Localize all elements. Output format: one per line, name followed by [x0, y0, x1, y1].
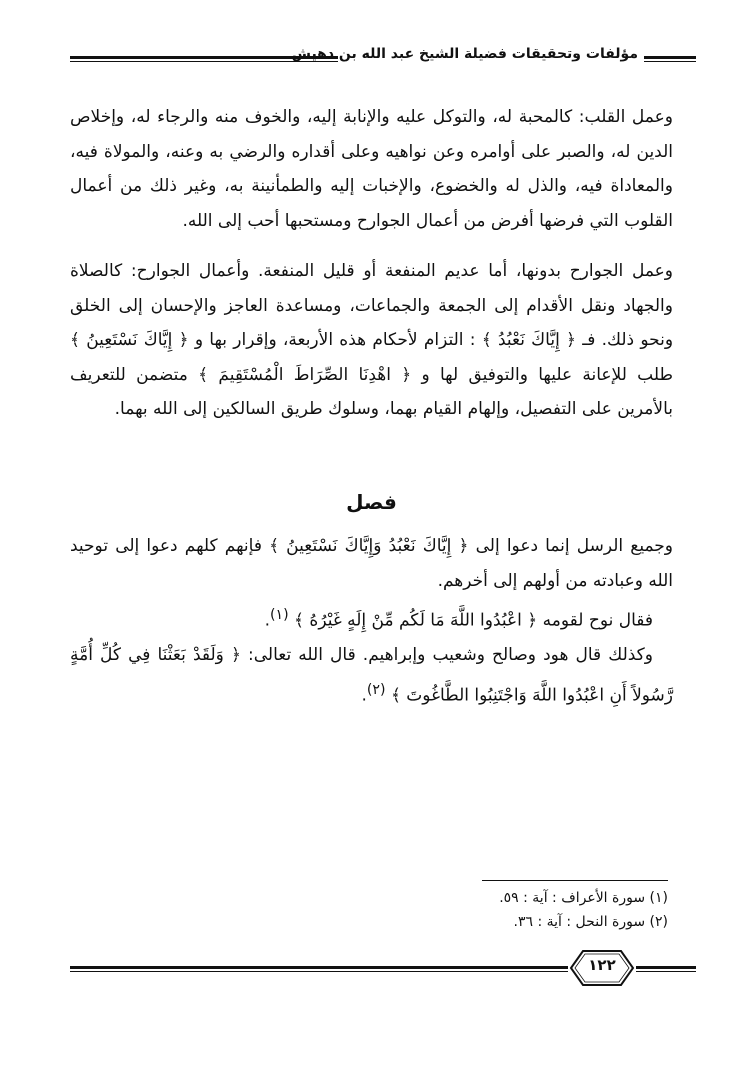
paragraph-heart-deeds: وعمل القلب: كالمحبة له، والتوكل عليه والإنابة إليه، والخوف منه والرجاء له، وإخلاص الدين له، والصبر على أوامره وعن نواهيه وعلى أقداره والرضي به وعنه، والمولاة فيه، والمعاداة فيه، والذل له والخضوع، والإخبات إليه والطمأنينة به، وغير ذلك من أعمال القلوب التي فرضها أفرض من أعمال الجوارح ومستحبها أحب إلى الله. [70, 107, 673, 231]
text-segment: وعمل الجوارح بدونها، أما عديم المنفعة أو قليل المنفعة. وأعمال الجوارح: كالصلاة والجهاد ونقل الأقدام إلى الجمعة والجماعات، ومساعدة العاجز والإحسان إلى الخلق ونحو ذلك. فـ [70, 261, 674, 350]
footnote-rule [482, 880, 668, 881]
quran-quote: ﴿ إِيَّاكَ نَعْبُدُ وَإِيَّاكَ نَسْتَعِينُ ﴾ [269, 536, 469, 556]
page-number: ١٢٢ [588, 956, 616, 974]
footnote-ref: (١) [269, 607, 289, 623]
footnotes [499, 886, 668, 934]
paragraph-nuh: فقال نوح لقومه ﴿ اعْبُدُوا اللَّهَ مَا لَكُم مِّنْ إِلَهٍ غَيْرُهُ ﴾ $^{(١)}$. [264, 607, 653, 631]
footer-rule-left [70, 966, 568, 972]
section-title: فصل [346, 489, 397, 514]
quran-quote: ﴿ إِيَّاكَ نَسْتَعِينُ ﴾ [70, 330, 189, 350]
paragraph-limb-deeds [70, 254, 673, 427]
paragraph-messengers [70, 529, 673, 598]
paragraph-prophets: وكذلك قال هود وصالح وشعيب وإبراهيم. قال الله تعالى: ﴿ وَلَقَدْ بَعَثْنَا فِي كُلِّ أُمَّةٍ رَّسُولاً أَنِ اعْبُدُوا اللَّهَ وَاجْتَنِبُوا الطَّاغُوتَ ﴾ $^{(٢)}$. [70, 645, 673, 706]
header-rule-right [644, 56, 696, 62]
text-segment: طلب للإعانة عليها والتوفيق لها و [421, 364, 674, 385]
footnote-ref: (٢) [366, 681, 386, 698]
quran-quote: ﴿ إِيَّاكَ نَعْبُدُ ﴾ [481, 330, 577, 350]
footer-rule-right [636, 966, 696, 972]
footnote-item: (٢) سورة النحل : آية : ٣٦. [513, 914, 668, 930]
running-header [70, 46, 696, 74]
text-segment: متضمن للتعريف بالأمرين على التفصيل، وإلهام القيام بهما، وسلوك طريق السالكين إلى الله بهما. [70, 364, 673, 419]
text-segment: وجميع الرسل إنما دعوا إلى [475, 536, 674, 556]
quran-quote: ﴿ اعْبُدُوا اللَّهَ مَا لَكُم مِّنْ إِلَهٍ غَيْرُهُ ﴾ [294, 610, 538, 631]
text-segment: فإنهم كلهم دعوا إلى توحيد الله وعبادته من أولهم إلى أخرهم. [70, 536, 673, 591]
footnote-item: (١) سورة الأعراف : آية : ٥٩. [499, 890, 668, 906]
quran-quote: ﴿ اهْدِنَا الصِّرَاطَ الْمُسْتَقِيمَ ﴾ [198, 364, 412, 385]
text-segment: فقال نوح لقومه [542, 610, 653, 631]
quran-quote: ﴿ وَلَقَدْ بَعَثْنَا فِي كُلِّ أُمَّةٍ رَّسُولاً أَنِ اعْبُدُوا اللَّهَ وَاجْتَنِبُوا الطَّاغُوتَ ﴾ [70, 645, 673, 706]
header-title: مؤلفات وتحقيقات فضيلة الشيخ عبد الله بن دهيش [291, 46, 638, 62]
main-text [70, 100, 673, 713]
text-segment: : التزام لأحكام هذه الأربعة، وإقرار بها و [194, 330, 476, 350]
text-segment: وكذلك قال هود وصالح وشعيب وإبراهيم. قال الله تعالى: [248, 645, 653, 666]
